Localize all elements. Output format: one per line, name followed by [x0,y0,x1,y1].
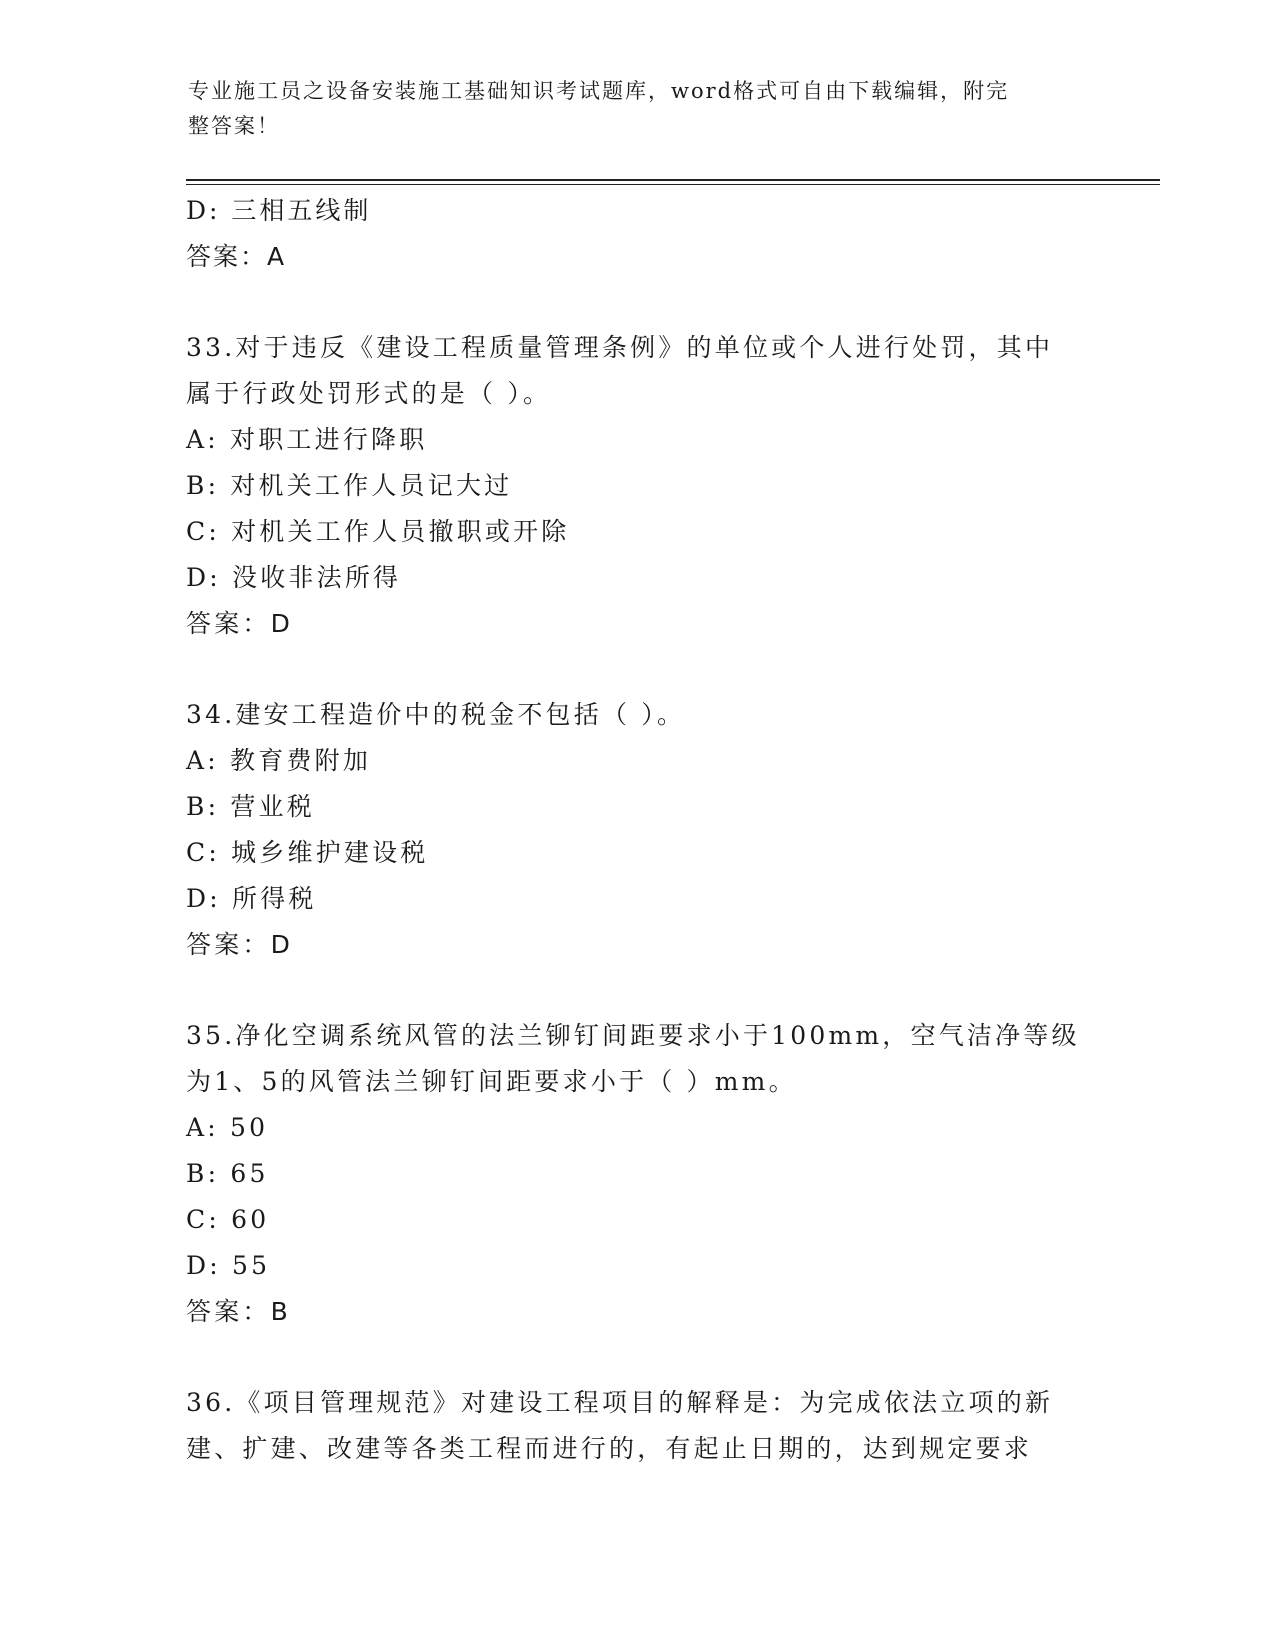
option-b: B: 对机关工作人员记大过 [186,471,513,500]
question-36 [186,1380,1086,1472]
document-content [186,188,1086,1472]
spacer [186,647,1086,692]
option-d: D: 没收非法所得 [186,563,402,592]
question-text-line: 35.净化空调系统风管的法兰铆钉间距要求小于100mm，空气洁净等级 [186,1021,1080,1050]
page-header [188,74,1088,144]
option-c: C: 城乡维护建设税 [186,838,429,867]
option-a: A: 50 [186,1113,269,1142]
question-text-line: 属于行政处罚形式的是（ ）。 [186,379,552,408]
question-text-line: 33.对于违反《建设工程质量管理条例》的单位或个人进行处罚，其中 [186,333,1054,362]
option-d: D: 55 [186,1251,271,1280]
question-text-line: 36.《项目管理规范》对建设工程项目的解释是：为完成依法立项的新 [186,1388,1054,1417]
header-rule-thin [186,184,1160,185]
question-33 [186,325,1086,647]
answer: 答案：A [186,242,287,271]
option-c: C: 对机关工作人员撤职或开除 [186,517,570,546]
option-d: D: 三相五线制 [186,196,372,225]
question-text-line: 为1、5的风管法兰铆钉间距要求小于（ ）mm。 [186,1067,797,1096]
question-32-tail [186,188,1086,280]
question-text-line: 34.建安工程造价中的税金不包括（ ）。 [186,700,686,729]
spacer [186,1335,1086,1380]
option-d: D: 所得税 [186,884,317,913]
spacer [186,968,1086,1013]
option-b: B: 65 [186,1159,269,1188]
answer: 答案：D [186,930,294,959]
answer: 答案：D [186,609,294,638]
question-35 [186,1013,1086,1335]
question-34 [186,692,1086,968]
option-b: B: 营业税 [186,792,315,821]
header-line-2: 整答案！ [188,114,280,138]
option-a: A: 对职工进行降职 [186,425,428,454]
header-rule-thick [186,179,1160,181]
answer: 答案：B [186,1297,291,1326]
option-a: A: 教育费附加 [186,746,372,775]
header-line-1: 专业施工员之设备安装施工基础知识考试题库，word格式可自由下载编辑，附完 [188,79,1010,103]
question-text-line: 建、扩建、改建等各类工程而进行的，有起止日期的，达到规定要求 [186,1434,1033,1463]
spacer [186,280,1086,325]
option-c: C: 60 [186,1205,270,1234]
